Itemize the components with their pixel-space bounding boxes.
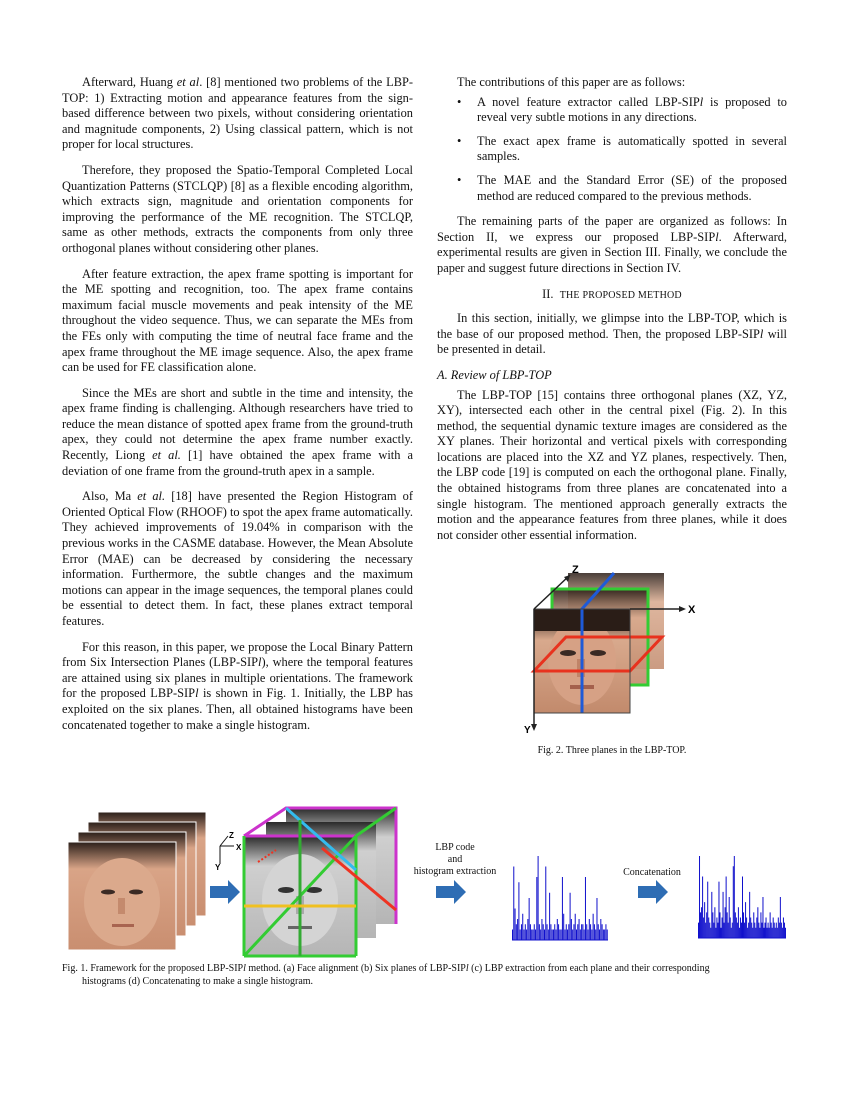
histogram-bar <box>767 928 768 938</box>
histogram-bar <box>748 923 749 938</box>
histogram-bar <box>605 924 606 940</box>
histogram-bar <box>556 930 557 941</box>
histogram-bar <box>724 923 725 938</box>
paragraph-4: Since the MEs are short and subtle in the time and intensity, the apex frame finding is challenging. Although researchers have tried to reduce the mean distance of spotted apex frame from the ground-truth apex, they could not determine the apex frame number exactly. Recently, Liong et al. [1] have obtained the apex frame with a deviation of one frame from the ground-truth apex in a sample. <box>62 385 414 478</box>
histogram-bar <box>712 912 713 938</box>
left-column <box>62 75 413 743</box>
contributions-list <box>437 95 787 205</box>
histogram-bar <box>784 923 785 938</box>
histogram-bar <box>545 867 546 941</box>
histogram-bar <box>589 919 590 940</box>
paragraph-1: Afterward, Huang et al. [8] mentioned two problems of the LBP-TOP: 1) Extracting motion and appearance features from the sign-based difference between two pixels, without considering orientation and magnitude components, 2) Using classical pattern, which is not proper for local structures. <box>62 75 413 152</box>
fig1-axis-z: Z <box>229 831 234 840</box>
histogram-bar <box>575 914 576 940</box>
histogram-bar <box>738 907 739 938</box>
histogram-bar <box>703 918 704 939</box>
histogram-bar <box>512 930 513 941</box>
histogram-bar <box>741 923 742 938</box>
histogram-bar <box>702 877 703 939</box>
histogram-bar <box>723 892 724 938</box>
histogram-bar <box>700 912 701 938</box>
histogram-bar <box>530 924 531 940</box>
histogram-bar <box>699 856 700 938</box>
histogram-bar <box>563 914 564 940</box>
histogram-bar <box>760 912 761 938</box>
face-stack <box>68 812 206 950</box>
histogram-bar <box>561 930 562 941</box>
histogram-bar <box>740 918 741 939</box>
histogram-bar <box>739 928 740 938</box>
paragraph-3: After feature extraction, the apex frame spotting is important for the ME spotting and recognition, too. The apex frame contains maximum facial muscle movements and peak intensity of the ME throughout the video sequence. Thus, we can separate the MEs from the FEs only with computing the time of neutral face frame and the apex frame throughout the ME image sequence. Also, the apex frame can be used for FE classification alone. <box>62 266 413 375</box>
histogram-bar <box>775 928 776 938</box>
histogram-bar <box>721 928 722 938</box>
histogram-bar <box>576 930 577 941</box>
histogram-bar <box>553 930 554 941</box>
histogram-bar <box>594 924 595 940</box>
histogram-bar <box>761 923 762 938</box>
histogram-bar <box>590 924 591 940</box>
histogram-bar <box>749 892 750 938</box>
histogram-bar <box>554 924 555 940</box>
concatenation-label: Concatenation <box>623 867 681 878</box>
subsection-heading: A. Review of LBP-TOP <box>437 367 552 382</box>
histogram-bar <box>580 930 581 941</box>
histogram-bar <box>602 924 603 940</box>
histogram-bar <box>725 907 726 938</box>
histogram-bar <box>567 930 568 941</box>
histogram-bar <box>595 930 596 941</box>
list-item: • The MAE and the Standard Error (SE) of the proposed method are reduced compared to the previous methods. <box>457 172 787 203</box>
histogram-bar <box>726 877 727 939</box>
histogram-bar <box>516 924 517 940</box>
histogram-bar <box>701 907 702 938</box>
histogram-bar <box>752 928 753 938</box>
histogram-bar <box>754 923 755 938</box>
histogram-bar <box>771 923 772 938</box>
histogram-bar <box>717 923 718 938</box>
histogram-bar <box>586 924 587 940</box>
histogram-bar <box>579 919 580 940</box>
histogram-bar <box>746 918 747 939</box>
histogram-bar <box>548 930 549 941</box>
histogram-bar <box>705 923 706 938</box>
histogram-bar <box>521 924 522 940</box>
histogram-bar <box>715 928 716 938</box>
histogram-bar <box>780 897 781 938</box>
histogram-bar <box>517 919 518 940</box>
histogram-bar <box>543 924 544 940</box>
histogram-bar <box>727 912 728 938</box>
histogram-bar <box>766 918 767 939</box>
histogram-bar <box>765 923 766 938</box>
histogram-bar <box>564 930 565 941</box>
histogram-bar <box>769 928 770 938</box>
histogram-bar <box>522 914 523 940</box>
histogram-bar <box>716 918 717 939</box>
histogram-bar <box>722 918 723 939</box>
histogram-bar <box>524 930 525 941</box>
histogram-bar <box>757 907 758 938</box>
histogram-bar <box>718 882 719 938</box>
histogram-bar <box>713 923 714 938</box>
histogram-bar <box>743 912 744 938</box>
histogram-bar <box>736 918 737 939</box>
histogram-bar <box>585 877 586 940</box>
histogram-bar <box>520 930 521 941</box>
histogram-bar <box>538 856 539 940</box>
figure-2-image <box>522 561 702 739</box>
figure-1-image <box>62 800 788 960</box>
paragraph-section-intro: In this section, initially, we glimpse into the LBP-TOP, which is the base of our proposed method. Then, the proposed LBP-SIPl will be presented in detail. <box>437 311 787 357</box>
figure-2 <box>522 561 702 739</box>
histogram-bar <box>584 930 585 941</box>
histogram-bar <box>770 912 771 938</box>
histogram-bar <box>777 928 778 938</box>
histogram-bar <box>557 919 558 940</box>
histogram-bar <box>568 924 569 940</box>
histogram-bar <box>549 893 550 940</box>
histogram-bar <box>599 930 600 941</box>
histogram-bar <box>547 924 548 940</box>
fig1-axis-x: X <box>236 843 242 852</box>
histogram-bar <box>541 919 542 940</box>
paragraph-6: For this reason, in this paper, we propose the Local Binary Pattern from Six Intersection Planes (LBP-SIPl), where the temporal features are attained using six planes in multiple orientations. The framework for the proposed LBP-SIPl is shown in Fig. 1. Initially, the LBP has exploited on the six planes. Then, all obtained histograms have been concatenated together to make a single histogram. <box>62 639 414 732</box>
histogram-bar <box>591 930 592 941</box>
histogram-bar <box>536 877 537 940</box>
histogram-bar <box>753 912 754 938</box>
histogram-bar <box>782 928 783 938</box>
paragraph-2: Therefore, they proposed the Spatio-Temporal Completed Local Quantization Patterns (STCLQP) [8] as a flexible encoding algorithm, which extracts sign, magnitude and orientation components for improving the performance of the ME recognition. The STCLQP, same as other methods, extracts the components from only three orthogonal planes without considering other planes. <box>62 162 413 255</box>
histogram-bar <box>774 923 775 938</box>
histogram-bar <box>518 882 519 940</box>
histogram-bar <box>593 914 594 940</box>
figure-1 <box>62 800 788 960</box>
paragraph-review: The LBP-TOP [15] contains three orthogonal planes (XZ, YZ, XY), intersected each other in the central pixel (Fig. 2). In this method, the sequential dynamic texture images are considered as the XY planes. Their horizontal and vertical pixels with corresponding locations are placed into the XZ and YZ planes, respectively. Then, the LBP code [19] is computed on each the orthogonal plane. Finally, the obtained histograms from three planes are concatenated into a single histogram. The mentioned approach generally extracts the motion and the appearance features from three planes, while it does not consider other essential information. <box>437 387 787 542</box>
fig2-axis-x: X <box>688 604 696 617</box>
histogram-bar <box>776 923 777 938</box>
histogram-bar <box>540 930 541 941</box>
histogram-bar <box>550 924 551 940</box>
lbp-extraction-label: LBP code and histogram extraction <box>413 842 497 877</box>
arrow-icon <box>638 880 668 904</box>
histogram-bar <box>781 923 782 938</box>
histogram-bar <box>573 924 574 940</box>
histogram-bar <box>515 909 516 941</box>
list-item: • The exact apex frame is automatically spotted in several samples. <box>457 133 787 164</box>
histogram-bar <box>706 912 707 938</box>
histogram-bar <box>778 918 779 939</box>
histogram-bar <box>570 893 571 940</box>
histogram-bar <box>779 923 780 938</box>
histogram-bar <box>758 923 759 938</box>
histogram-bar <box>747 928 748 938</box>
histogram-bar <box>719 912 720 938</box>
histogram-bar <box>571 919 572 940</box>
histogram-bar <box>744 923 745 938</box>
histogram-bar <box>535 930 536 941</box>
histogram-bar <box>572 930 573 941</box>
histogram-bar <box>526 930 527 941</box>
histogram-bar <box>598 924 599 940</box>
histogram-bar <box>544 930 545 941</box>
list-item: • A novel feature extractor called LBP-SIPl is proposed to reveal very subtle motions in any directions. <box>457 94 787 125</box>
histogram-bar <box>607 930 608 941</box>
histogram-bar <box>711 892 712 938</box>
histogram-bar <box>552 930 553 941</box>
histogram-bar <box>733 866 734 938</box>
paragraph-5: Also, Ma et al. [18] have presented the Region Histogram of Oriented Optical Flow (RHOOF) to spot the apex frame automatically. They achieved improvements of 19.04% in comparison with the previous works in the CASME database. However, the Mean Absolute Error (MAE) can be decreased by considering the necessary information. Furthermore, the subtle changes and the maximum motions can appear in the image sequences, the temporal planes could be essential to detect them. In fact, these planes extract temporal features. <box>62 489 413 628</box>
histogram-bar <box>603 930 604 941</box>
histogram-bar <box>756 918 757 939</box>
histogram-bar <box>582 924 583 940</box>
histogram-bar <box>710 928 711 938</box>
histogram-bar <box>759 928 760 938</box>
histogram-bar <box>734 856 735 938</box>
histogram-bar <box>732 923 733 938</box>
fig2-axis-y: Y <box>524 725 531 737</box>
histogram-bar <box>750 918 751 939</box>
figure-1-caption: Fig. 1. Framework for the proposed LBP-SIPl method. (a) Face alignment (b) Six planes of LBP-SIPl (c) LBP extraction from each plane and their corresponding histograms (d) Concatenating to make a single histogram. <box>62 963 710 987</box>
arrow-icon <box>436 880 466 904</box>
histogram-1 <box>512 856 608 940</box>
histogram-bar <box>559 930 560 941</box>
histogram-bar <box>783 918 784 939</box>
paragraph-remaining: The remaining parts of the paper are organized as follows: In Section II, we express our proposed LBP-SIPl. Afterward, experimental results are given in Section III. Finally, we conclude the paper and suggest future directions in Section IV. <box>437 214 787 275</box>
histogram-bar <box>529 898 530 940</box>
histogram-bar <box>604 930 605 941</box>
histogram-bar <box>745 902 746 938</box>
fig1-axis-y: Y <box>215 863 221 872</box>
histogram-bar <box>742 877 743 939</box>
histogram-bar <box>708 918 709 939</box>
histogram-bar <box>558 924 559 940</box>
histogram-bar <box>525 924 526 940</box>
histogram-bar <box>714 907 715 938</box>
histogram-bar <box>729 897 730 938</box>
histogram-bar <box>600 919 601 940</box>
histogram-bar <box>581 924 582 940</box>
histogram-2 <box>698 856 786 938</box>
histogram-bar <box>773 918 774 939</box>
histogram-bar <box>731 928 732 938</box>
histogram-bar <box>562 877 563 940</box>
histogram-bar <box>596 898 597 940</box>
histogram-bar <box>762 897 763 938</box>
histogram-bar <box>755 928 756 938</box>
histogram-bar <box>513 867 514 941</box>
figure-2-caption: Fig. 2. Three planes in the LBP-TOP. <box>537 745 687 757</box>
histogram-bar <box>531 930 532 941</box>
histogram-bar <box>698 923 699 938</box>
histogram-bar <box>532 930 533 941</box>
axes-icon <box>215 831 242 872</box>
right-column <box>437 75 787 759</box>
histogram-bar <box>737 923 738 938</box>
section-heading: II. THE PROPOSED METHOD <box>542 286 682 301</box>
histogram-bar <box>539 924 540 940</box>
contributions-intro: The contributions of this paper are as follows: <box>457 75 686 89</box>
histogram-bar <box>566 924 567 940</box>
histogram-bar <box>728 923 729 938</box>
histogram-bar <box>735 912 736 938</box>
histogram-bar <box>709 923 710 938</box>
fig2-axis-z: Z <box>572 564 579 577</box>
histogram-bar <box>707 882 708 938</box>
histogram-bar <box>577 924 578 940</box>
histogram-bar <box>730 918 731 939</box>
histogram-bar <box>751 923 752 938</box>
histogram-bar <box>785 928 786 938</box>
histogram-bar <box>704 902 705 938</box>
histogram-bar <box>768 923 769 938</box>
histogram-bar <box>763 928 764 938</box>
histogram-bar <box>534 924 535 940</box>
six-planes-cube <box>244 808 396 956</box>
histogram-bar <box>527 919 528 940</box>
histogram-bar <box>772 928 773 938</box>
arrow-icon <box>210 880 240 904</box>
histogram-bar <box>588 930 589 941</box>
